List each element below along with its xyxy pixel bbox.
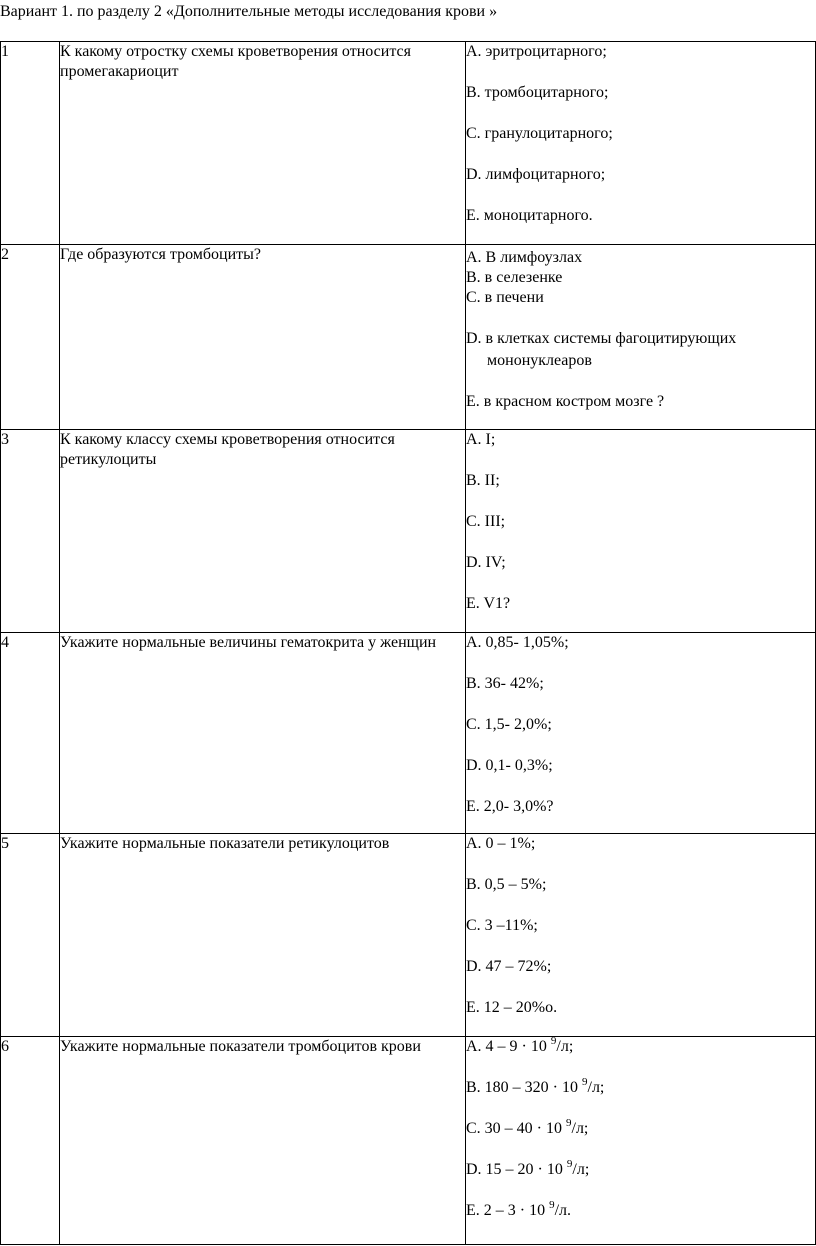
question-text: К какому классу схемы кроветворения относится ретикулоциты <box>60 430 466 633</box>
answer-option: E. моноцитарного. <box>466 207 593 224</box>
answer-options <box>466 430 816 633</box>
answer-option: B. 36- 42%; <box>466 675 544 692</box>
answer-option: D. 0,1- 0,3%; <box>466 757 553 774</box>
answer-option: A. В лимфоузлах <box>466 249 583 266</box>
answer-options <box>466 1034 816 1245</box>
answer-options <box>466 245 816 430</box>
questions-table <box>0 41 816 1245</box>
question-text: Где образуются тромбоциты? <box>60 245 466 430</box>
answer-option: A. 0,85- 1,05%; <box>466 634 569 651</box>
question-text: Укажите нормальные показатели тромбоцитов крови <box>60 1037 466 1245</box>
question-number: 6 <box>1 1037 60 1245</box>
answer-option: A. I; <box>466 431 496 448</box>
question-text: Укажите нормальные показатели ретикулоцитов <box>60 834 466 1037</box>
answer-option: C. 1,5- 2,0%; <box>466 716 552 733</box>
question-number: 5 <box>1 834 60 1037</box>
question-number: 3 <box>1 430 60 633</box>
answer-option: B. II; <box>466 472 500 489</box>
answer-option: B. 180 – 320 · 10 $^9$/л; <box>466 1075 605 1096</box>
answer-option: A. эритроцитарного; <box>466 43 607 60</box>
answer-option: B. в селезенке <box>466 269 563 286</box>
answer-option: C. 3 –11%; <box>466 917 538 934</box>
answer-option: A. 4 – 9 · 10 $^9$/л; <box>466 1034 574 1055</box>
answer-option: D. IV; <box>466 554 506 571</box>
answer-option: C. 30 – 40 · 10 $^9$/л; <box>466 1116 589 1137</box>
answer-option: E. 2 – 3 · 10 $^9$/л. <box>466 1198 572 1219</box>
answer-option: E. в красном костром мозге ? <box>466 393 665 410</box>
table-row <box>1 430 816 633</box>
answer-option: D. 15 – 20 · 10 $^9$/л; <box>466 1157 590 1178</box>
answer-option: B. тромбоцитарного; <box>466 84 609 101</box>
table-row <box>1 245 816 430</box>
answer-option: E. 2,0- 3,0%? <box>466 798 554 815</box>
document-title: Вариант 1. по разделу 2 «Дополнительные методы исследования крови » <box>0 3 498 20</box>
answer-option: A. 0 – 1%; <box>466 835 536 852</box>
answer-option: B. 0,5 – 5%; <box>466 876 547 893</box>
answer-options <box>466 42 816 245</box>
answer-option: E. V1? <box>466 595 511 612</box>
table-row <box>1 1037 816 1245</box>
answer-option: C. в печени <box>466 289 544 306</box>
question-text: К какому отростку схемы кроветворения относится промегакариоцит <box>60 42 466 245</box>
question-number: 4 <box>1 633 60 834</box>
table-row <box>1 834 816 1037</box>
answer-option: C. III; <box>466 513 506 530</box>
answer-options <box>466 633 816 834</box>
answer-option: C. гранулоцитарного; <box>466 125 613 142</box>
table-row <box>1 633 816 834</box>
table-row <box>1 42 816 245</box>
question-text: Укажите нормальные величины гематокрита у женщин <box>60 633 466 834</box>
answer-options <box>466 834 816 1037</box>
answer-option: D. в клетках системы фагоцитирующих мононуклеаров <box>466 330 737 369</box>
answer-option: D. лимфоцитарного; <box>466 166 606 183</box>
answer-option: E. 12 – 20%о. <box>466 999 558 1016</box>
question-number: 1 <box>1 42 60 245</box>
question-number: 2 <box>1 245 60 430</box>
answer-option: D. 47 – 72%; <box>466 958 552 975</box>
